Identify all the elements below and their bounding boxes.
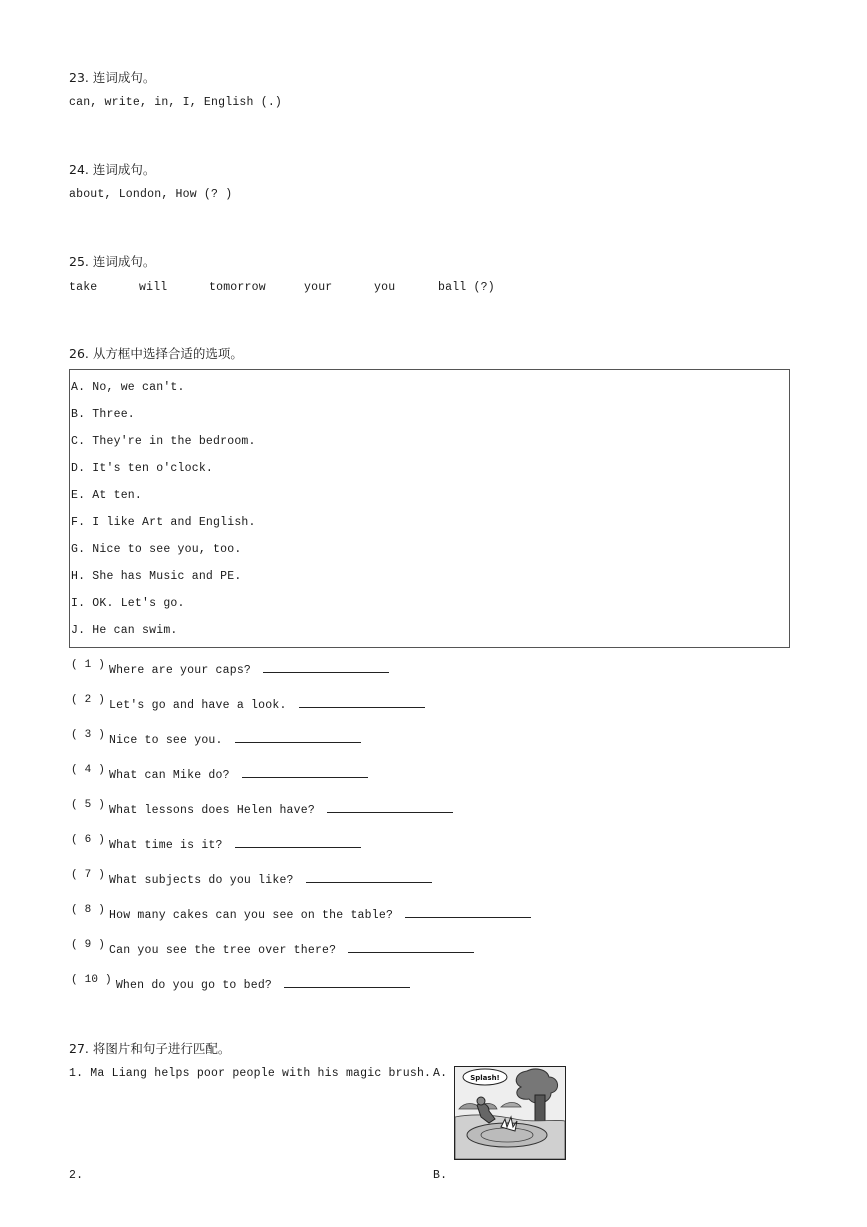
question-text: Nice to see you. [109,734,223,747]
question-number: ( 9 ) [71,939,106,951]
question-text: When do you go to bed? [115,979,273,992]
question-row [71,730,361,747]
answer-blank[interactable] [306,870,432,883]
q25-word: ball (?) [438,281,495,294]
question-number: ( 10 ) [71,974,112,986]
question-row [71,835,361,852]
question-text: How many cakes can you see on the table? [109,909,394,922]
option-item: H. She has Music and PE. [71,570,242,583]
q25-heading: 25. 连词成句。 [69,254,156,269]
question-number: ( 5 ) [71,799,106,811]
q26-heading: 26. 从方框中选择合适的选项。 [69,346,243,361]
question-number: ( 7 ) [71,869,106,881]
question-row [71,695,425,712]
question-text: Let's go and have a look. [109,699,287,712]
q25-word: you [374,281,396,294]
q25-word: tomorrow [209,281,266,294]
q24-words: about, London, How (? ) [69,188,233,201]
q25-word: take [69,281,98,294]
option-item: F. I like Art and English. [71,516,256,529]
question-text: Where are your caps? [109,664,252,677]
match-sentence-1: 1. Ma Liang helps poor people with his magic brush. [69,1067,432,1080]
question-row [71,800,453,817]
answer-blank[interactable] [235,730,361,743]
q24-heading: 24. 连词成句。 [69,162,156,177]
question-number: ( 3 ) [71,729,106,741]
answer-blank[interactable] [263,660,389,673]
question-row [71,975,410,992]
question-number: ( 6 ) [71,834,106,846]
splash-picture [454,1066,566,1160]
q27-heading: 27. 将图片和句子进行匹配。 [69,1041,231,1056]
q25-word: will [139,281,168,294]
question-row [71,940,474,957]
option-item: E. At ten. [71,489,143,502]
answer-blank[interactable] [235,835,361,848]
q25-word: your [304,281,333,294]
option-item: A. No, we can't. [71,381,185,394]
question-text: What lessons does Helen have? [109,804,315,817]
question-text: What can Mike do? [109,769,230,782]
question-number: ( 8 ) [71,904,106,916]
answer-blank[interactable] [284,975,410,988]
answer-blank[interactable] [348,940,474,953]
question-text: Can you see the tree over there? [109,944,337,957]
question-row [71,765,368,782]
answer-blank[interactable] [405,905,531,918]
answer-blank[interactable] [327,800,453,813]
question-number: ( 1 ) [71,659,106,671]
picture-label-b: B. [433,1169,448,1182]
option-item: J. He can swim. [71,624,178,637]
picture-label-a: A. [433,1067,448,1080]
option-item: I. OK. Let's go. [71,597,185,610]
question-row [71,660,389,677]
splash-illustration [455,1067,565,1159]
question-row [71,870,432,887]
match-sentence-2: 2. [69,1169,84,1182]
question-number: ( 2 ) [71,694,106,706]
question-text: What time is it? [109,839,223,852]
answer-blank[interactable] [299,695,425,708]
q23-heading: 23. 连词成句。 [69,70,156,85]
question-number: ( 4 ) [71,764,106,776]
splash-label: Splash! [470,1074,500,1082]
q23-words: can, write, in, I, English (.) [69,96,283,109]
question-row [71,905,531,922]
option-item: C. They're in the bedroom. [71,435,256,448]
option-item: G. Nice to see you, too. [71,543,242,556]
answer-blank[interactable] [242,765,368,778]
question-text: What subjects do you like? [109,874,294,887]
option-item: D. It's ten o'clock. [71,462,214,475]
option-item: B. Three. [71,408,135,421]
